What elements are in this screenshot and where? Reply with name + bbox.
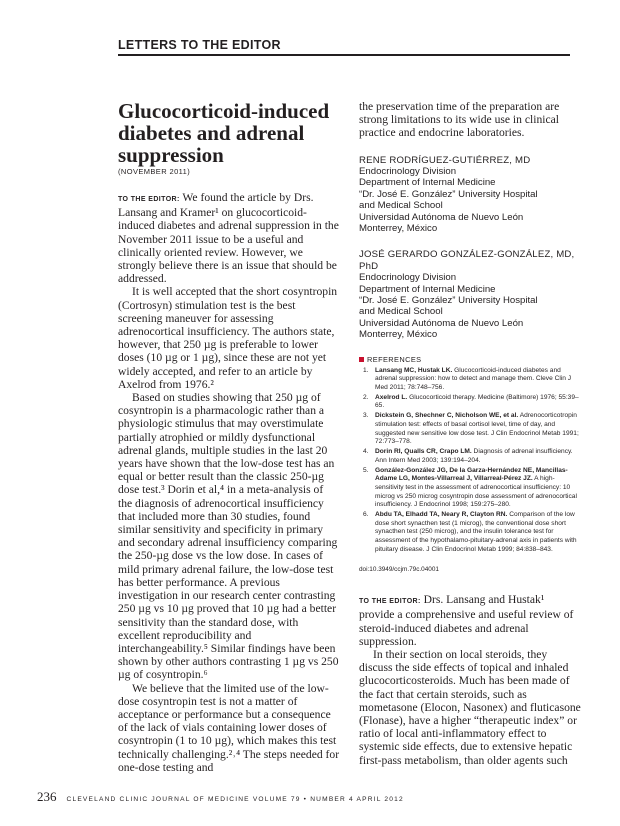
page-footer	[37, 789, 404, 805]
author-affiliation-line: Universidad Autónoma de Nuevo León	[359, 211, 524, 223]
article-date: (NOVEMBER 2011)	[118, 167, 191, 176]
author-affiliation-line: Monterrey, México	[359, 329, 438, 341]
author-affiliation-line: Endocrinology Division	[359, 272, 457, 284]
letter2-lead: TO THE EDITOR:	[359, 598, 421, 606]
reference-number: 6.	[363, 511, 369, 519]
reference-text: Adrenocorticotropin stimulation test: effects of basal cortisol level, time of day, and suggested new sensitive low dose test. J Clin Endocrinol Metab 1991; 72:773–778.	[375, 412, 579, 446]
reference-item	[359, 448, 581, 465]
section-rule	[118, 54, 570, 56]
reference-number: 1.	[363, 366, 369, 374]
reference-authors: Dorin RI, Qualls CR, Crapo LM.	[375, 448, 472, 456]
reference-authors: Abdu TA, Elhadd TA, Neary R, Clayton RN.	[375, 511, 508, 519]
author-affiliation-line: “Dr. José E. González” University Hospital	[359, 295, 538, 307]
author-name: RENE RODRÍGUEZ-GUTIÉRREZ, MD	[359, 154, 531, 166]
reference-item	[359, 412, 581, 446]
reference-item	[359, 467, 581, 510]
author-block-1	[359, 155, 581, 235]
references-heading-label: REFERENCES	[367, 354, 422, 364]
author-affiliation-line: Endocrinology Division	[359, 166, 457, 178]
letter1-paragraph-2: It is well accepted that the short cosyntropin (Cortrosyn) stimulation test is the best screening maneuver for assessing adrenocortical insufficiency. The authors state, however, that 250 µg is preferable to lower doses (10 µg or 1 µg), since these are not yet widely accepted, and refer to an article by Axelrod from 1976.²	[118, 285, 338, 391]
reference-text: Comparison of the low dose short synacthen test (1 microg), the conventional dose short synacthen test (250 microg), and the insulin tolerance test for assessment of the hypothalamo-pituitary-adrenal axis in patients with pituitary disease. J Clin Endocrinol Metab 1999; 84:838–843.	[375, 511, 577, 553]
reference-text: A high-sensitivity test in the assessment of adrenocortical insufficiency: 10 microg vs 250 microg cosyntropin dose assessment of adrenocortical insufficiency. J Endocrinol 1998; 159:275–280.	[375, 475, 577, 509]
letter1-paragraph-3: Based on studies showing that 250 µg of cosyntropin is a pharmacologic rather than a physiologic stimulus that may overstimulate partially atrophied or mildly dysfunctional adrenal glands, multiple studies in the last 20 years have shown that the low-dose test has an equal or better result than the classic 250-µg dose test.³ Dorin et al,⁴ in a meta-analysis of the diagnosis of adrenocortical insufficiency that included more than 30 studies, found similar sensitivity and specificity in primary and secondary adrenal insufficiency comparing the 250-µg dose vs the low dose. In cases of mild primary adrenal failure, the low-dose test has better performance. A previous investigation in our research center contrasting 250 µg vs 10 µg proved that 10 µg had a better sensitivity than the standard dose, with excellent reproducibility and interchangeability.⁵ Similar findings have been shown by other authors contrasting 1 µg vs 250 µg of cosyntropin.⁶	[118, 391, 339, 682]
reference-number: 4.	[363, 448, 369, 456]
reference-item	[359, 511, 581, 554]
letter2-p1-text: Drs. Lansang and Hustak¹ provide a comprehensive and useful review of steroid-induced diabetes and adrenal suppression.	[359, 593, 574, 648]
reference-authors: Dickstein G, Shechner C, Nicholson WE, et al.	[375, 412, 519, 420]
reference-text: Diagnosis of adrenal insufficiency. Ann Intern Med 2003; 139:194–204.	[375, 448, 573, 464]
letter1-lead: TO THE EDITOR:	[118, 196, 180, 203]
author-affiliation-line: and Medical School	[359, 306, 443, 318]
letter2-paragraph-2: In their section on local steroids, they discuss the side effects of topical and inhaled glucocorticosteroids. Much has been made of the fact that certain steroids, such as mometasone (Elocon, Nasonex) and fluticasone (Flonase), have a higher “therapeutic index” or ratio of local anti-inflammatory effect to systemic side effects, due to extensive hepatic first-pass metabolism, than older agents such	[359, 647, 581, 767]
author-affiliation-line: Department of Internal Medicine	[359, 283, 496, 295]
author-affiliation-line: Universidad Autónoma de Nuevo León	[359, 317, 524, 329]
author-affiliation-line: Monterrey, México	[359, 223, 438, 235]
left-column	[118, 100, 340, 774]
section-label: LETTERS TO THE EDITOR	[118, 38, 281, 52]
letter1-paragraph-4-continued: the preservation time of the preparation are strong limitations to its wide use in clinical practice and endocrine laboratories.	[359, 100, 560, 140]
reference-number: 3.	[363, 412, 369, 420]
letter2-paragraph-1	[359, 593, 581, 648]
reference-number: 2.	[363, 393, 369, 401]
letter2	[359, 593, 581, 767]
reference-authors: Lansang MC, Hustak LK.	[375, 366, 453, 374]
red-square-bullet-icon	[359, 357, 364, 362]
letter1-paragraph-1	[118, 191, 340, 285]
reference-text: Glucocorticoid therapy. Medicine (Baltimore) 1976; 55:39–65.	[375, 393, 579, 410]
references-heading	[359, 355, 581, 364]
doi: doi:10.3949/ccjm.79c.04001	[359, 566, 439, 574]
reference-authors: González-González JG, De la Garza-Hernández NE, Mancillas-Adame LG, Montes-Villarreal J, Villarreal-Pérez JZ.	[375, 466, 568, 483]
reference-item	[359, 367, 581, 393]
section-header	[118, 38, 570, 56]
author-name: JOSÉ GERARDO GONZÁLEZ-GONZÁLEZ, MD, PhD	[359, 249, 575, 272]
letter1-p1-text: We found the article by Drs. Lansang and Kramer¹ on glucocorticoid-induced diabetes and adrenal suppression in the November 2011 issue to be a useful and clinically oriented review. However, we strongly believe there is an issue that should be addressed.	[118, 191, 339, 286]
reference-authors: Axelrod L.	[375, 393, 408, 401]
page-number: 236	[37, 789, 57, 804]
author-affiliation-line: “Dr. José E. González” University Hospital	[359, 188, 538, 200]
reference-text: Glucocorticoid-induced diabetes and adrenal suppression: how to detect and manage them. Cleve Clin J Med 2011; 78:748–756.	[375, 366, 572, 391]
author-affiliation-line: and Medical School	[359, 200, 443, 212]
letter1-paragraph-4: We believe that the limited use of the low-dose cosyntropin test is not a matter of acceptance or performance but a consequence of the lack of vials containing lower doses of cosyntropin (1 to 10 µg), which makes this test technically challenging.²˒⁴ The steps needed for one-dose testing and	[118, 681, 340, 774]
reference-list	[359, 367, 581, 554]
author-block-2	[359, 249, 581, 340]
reference-item	[359, 394, 581, 411]
right-column	[359, 100, 581, 767]
author-affiliation-line: Department of Internal Medicine	[359, 177, 496, 189]
article-title: Glucocorticoid-induced diabetes and adrenal suppression	[118, 99, 330, 167]
reference-number: 5.	[363, 466, 369, 474]
journal-info: CLEVELAND CLINIC JOURNAL OF MEDICINE VOLUME 79 • NUMBER 4 APRIL 2012	[66, 796, 404, 803]
